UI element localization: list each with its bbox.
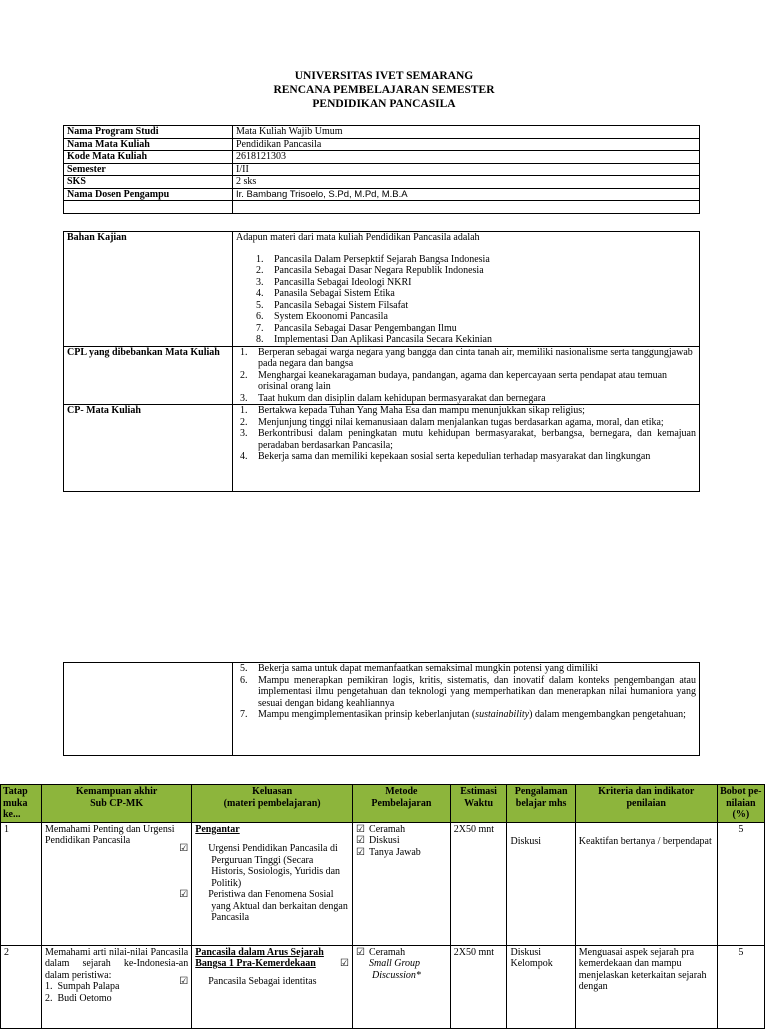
list-item: 5. Bekerja sama untuk dapat memanfaatkan semaksimal mungkin potensi yang dimiliki xyxy=(240,663,599,674)
pengalaman-cell: Diskusi xyxy=(507,822,575,945)
materi-topic: Pengantar xyxy=(195,823,240,835)
materi-cell xyxy=(179,945,353,1028)
checkbox-icon: ☑ xyxy=(179,889,189,900)
document-type: RENCANA PEMBELAJARAN SEMESTER xyxy=(273,84,495,96)
document-header xyxy=(0,69,768,111)
cpmk-list xyxy=(236,405,696,463)
list-item: 6. Mampu menerapkan pemikiran logis, kritis, sistematis, dan inovatif dalam konteks pengembangan atau implementasi ilmu pengetahuan dan teknologi yang memperhatikan dan menerapkan nilai humaniora yang sesuai dengan bidang keahliannya xyxy=(240,674,696,709)
info-value: Mata Kuliah Wajib Umum xyxy=(233,126,700,139)
pengalaman-cell: Diskusi Kelompok xyxy=(507,945,575,1028)
list-item: 2. Menjunjung tinggi nilai kemanusiaan dalam menjalankan tugas berdasarkan agama, moral, dan etika; xyxy=(240,416,664,428)
metode-item: ☑ Ceramah xyxy=(356,946,406,958)
list-item: 1. Berperan sebagai warga negara yang bangga dan cinta tanah air, memiliki nasionalisme serta tanggungjawab pada negara dan bangsa xyxy=(240,346,693,369)
checkbox-icon: ☑ xyxy=(179,975,189,987)
bahan-intro: Adapun materi dari mata kuliah Pendidikan Pancasila adalah xyxy=(236,232,480,243)
info-value: 2 sks xyxy=(233,176,700,189)
col-header-kriteria: Kriteria dan indikator penilaian xyxy=(575,785,717,823)
info-label: Kode Mata Kuliah xyxy=(64,151,233,164)
list-item: 1. Sumpah Palapa xyxy=(44,981,120,992)
checkbox-icon: ☑ xyxy=(356,846,365,858)
bobot-cell: 5 xyxy=(717,945,764,1028)
metode-item: ☑ Small Group Discussion* xyxy=(340,958,421,981)
cpmk-list-continued xyxy=(236,663,696,721)
checkbox-icon: ☑ xyxy=(356,946,365,958)
materi-cell xyxy=(179,822,353,945)
materi-item: ☑ Pancasila Sebagai identitas xyxy=(179,975,317,987)
bahan-list xyxy=(236,254,696,346)
col-header-waktu: Estimasi Waktu xyxy=(450,785,507,823)
materi-topic: Pancasila dalam Arus Sejarah Bangsa 1 Pra-Kemerdekaan xyxy=(195,946,324,969)
list-item: 3. Berkontribusi dalam peningkatan mutu kehidupan bermasyarakat, berbangsa, bernegara, dan kemajuan peradaban berdasarkan Pancasila; xyxy=(240,428,696,451)
list-item: 7. Pancasila Sebagai Dasar Pengembangan Ilmu xyxy=(256,322,457,334)
info-label: Semester xyxy=(64,163,233,176)
cpmk-continued-content xyxy=(233,663,700,756)
materi-item: ☑ Urgensi Pendidikan Pancasila di Perguruan Tinggi (Secara Historis, Sosiologis, Yuridis dan Politik) xyxy=(179,843,341,889)
cpl-list xyxy=(236,347,696,405)
list-item: 2. Menghargai keanekaragaman budaya, pandangan, agama dan kepercayaan serta pendapat atau temuan orisinal orang lain xyxy=(240,369,668,392)
kemampuan-cell: Memahami Penting dan Urgensi Pendidikan Pancasila xyxy=(41,822,191,945)
table-row xyxy=(1,945,765,1028)
col-header-metode: Metode Pembelajaran xyxy=(353,785,451,823)
list-item: 3. Pancasilla Sebagai Ideologi NKRI xyxy=(256,276,412,288)
col-header-bobot: Bobot pe-nilaian (%) xyxy=(717,785,764,823)
list-item: 4. Panasila Sebagai Sistem Etika xyxy=(256,288,395,299)
list-item: 7. Mampu mengimplementasikan prinsip keberlanjutan (sustainability) dalam mengembangkan pengetahuan; xyxy=(240,709,686,720)
checkbox-icon: ☑ xyxy=(356,835,365,846)
empty-label xyxy=(64,663,233,756)
checkbox-icon: ☑ xyxy=(179,843,189,854)
list-item: 3. Taat hukum dan disiplin dalam kehidupan bermasyarakat dan bernegara xyxy=(240,392,546,404)
info-value: Ir. Bambang Trisoelo, S.Pd, M.Pd, M.B.A xyxy=(233,188,700,201)
row-number: 2 xyxy=(1,945,42,1028)
metode-item: ☑ Ceramah xyxy=(356,823,406,835)
info-label: Nama Program Studi xyxy=(64,126,233,139)
col-header-pengalaman: Pengalaman belajar mhs xyxy=(507,785,575,823)
cpl-label: CPL yang dibebankan Mata Kuliah xyxy=(64,346,233,405)
kemampuan-cell: Memahami arti nilai-nilai Pancasila dalam sejarah ke-Indonesia-an dalam peristiwa: 1. Sumpah Palapa 2. Budi Oetomo xyxy=(41,945,191,1028)
university-name: UNIVERSITAS IVET SEMARANG xyxy=(294,70,474,82)
empty-cell xyxy=(233,201,700,214)
metode-item: ☑ Tanya Jawab xyxy=(356,846,421,858)
cpmk-label: CP- Mata Kuliah xyxy=(64,405,233,492)
info-value: 2618121303 xyxy=(233,151,700,164)
metode-cell xyxy=(353,822,451,945)
metode-cell xyxy=(340,945,451,1028)
kriteria-cell: Keaktifan bertanya / berpendapat xyxy=(575,822,717,945)
bahan-content xyxy=(233,232,700,347)
info-label: Nama Mata Kuliah xyxy=(64,138,233,151)
weekly-plan-table xyxy=(0,784,765,1029)
info-label: SKS xyxy=(64,176,233,189)
cpl-content xyxy=(233,346,700,405)
course-title: PENDIDIKAN PANCASILA xyxy=(312,98,456,110)
metode-item: ☑ Diskusi xyxy=(356,835,400,846)
materi-item: ☑ Peristiwa dan Fenomena Sosial yang Aktual dan berkaitan dengan Pancasila xyxy=(179,889,348,923)
course-info-table xyxy=(63,125,700,214)
waktu-cell: 2X50 mnt xyxy=(450,822,507,945)
table-row xyxy=(1,822,765,945)
checkbox-icon: ☑ xyxy=(356,823,365,835)
competency-table xyxy=(63,231,700,492)
info-value: I/II xyxy=(233,163,700,176)
list-item: 6. System Ekoonomi Pancasila xyxy=(256,311,388,322)
row-number: 1 xyxy=(1,822,42,945)
competency-table-continued xyxy=(63,662,700,756)
bobot-cell: 5 xyxy=(717,822,764,945)
list-item: 1. Bertakwa kepada Tuhan Yang Maha Esa dan mampu menunjukkan sikap religius; xyxy=(240,405,585,416)
col-header-keluasan: Keluasan (materi pembelajaran) xyxy=(192,785,353,823)
checkbox-icon: ☑ xyxy=(340,958,349,969)
list-item: 8. Implementasi Dan Aplikasi Pancasila Secara Kekinian xyxy=(256,334,492,345)
list-item: 2. Budi Oetomo xyxy=(44,992,112,1004)
info-label: Nama Dosen Pengampu xyxy=(64,188,233,201)
list-item: 4. Bekerja sama dan memiliki kepekaan sosial serta kepedulian terhadap masyarakat dan lingkungan xyxy=(240,451,651,462)
list-item: 5. Pancasila Sebagai Sistem Filsafat xyxy=(256,299,409,311)
list-item: 2. Pancasila Sebagai Dasar Negara Republik Indonesia xyxy=(256,265,484,276)
list-item: 1. Pancasila Dalam Persepktif Sejarah Bangsa Indonesia xyxy=(256,253,490,265)
bahan-label: Bahan Kajian xyxy=(64,232,233,347)
info-value: Pendidikan Pancasila xyxy=(233,138,700,151)
cpmk-content xyxy=(233,405,700,492)
col-header-kemampuan: Kemampuan akhir Sub CP-MK xyxy=(41,785,191,823)
col-header-tatap: Tatap muka ke... xyxy=(1,785,42,823)
empty-cell xyxy=(64,201,233,214)
kriteria-cell: Menguasai aspek sejarah pra kemerdekaan dan mampu menjelaskan keterkaitan sejarah dengan xyxy=(575,945,717,1028)
waktu-cell: 2X50 mnt xyxy=(450,945,507,1028)
